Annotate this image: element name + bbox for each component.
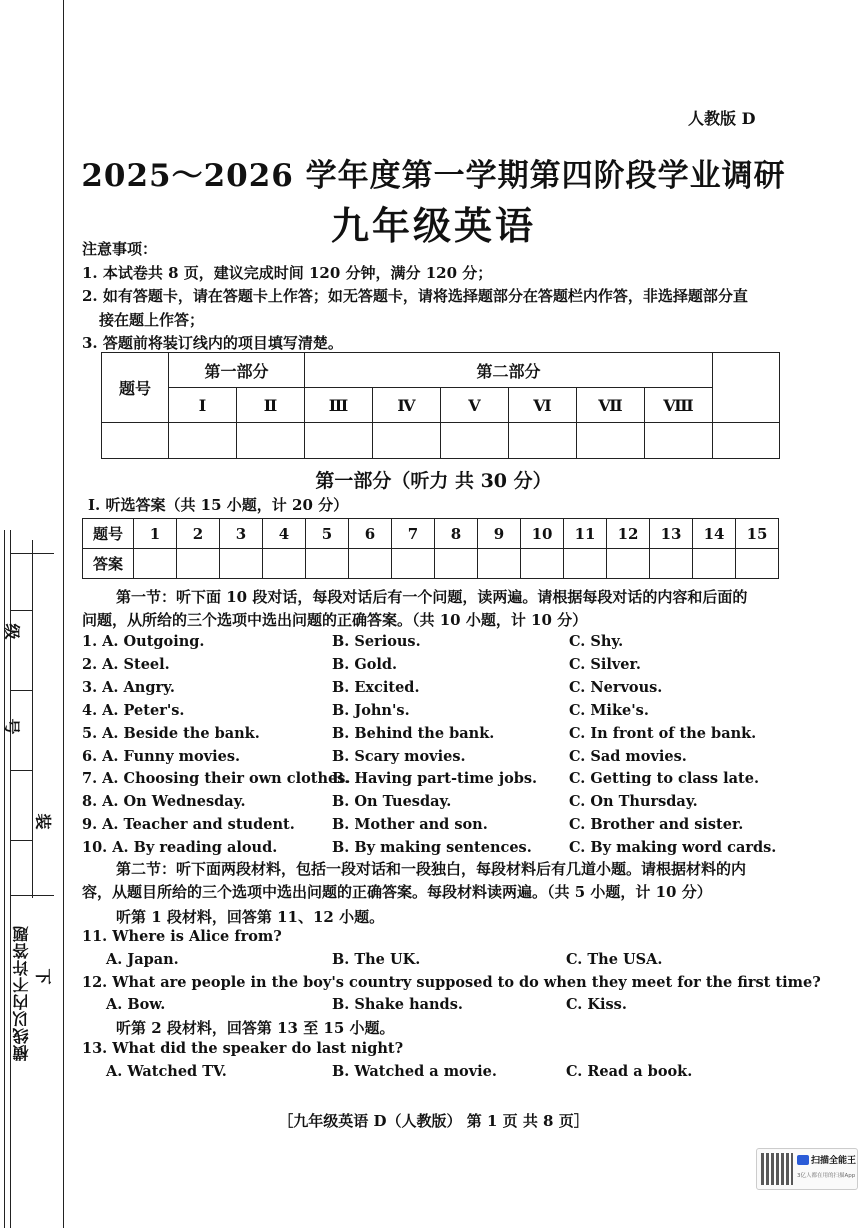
margin-tick [10,895,54,896]
intro-line: 容，从题目所给的三个选项中选出问题的正确答案。每段材料读两遍。（共 5 小题，计 10 分） [82,883,712,901]
answer-number: 3 [220,519,263,549]
score-col: Ⅵ [509,388,577,423]
notes-item: 1. 本试卷共 8 页，建议完成时间 120 分钟，满分 120 分； [82,263,493,282]
material-instruction: 听第 2 段材料，回答第 13 至 15 小题。 [116,1019,395,1037]
answer-number: 1 [134,519,177,549]
answer-cell[interactable] [220,549,263,579]
margin-tick [10,553,54,554]
option-a: 10. A. By reading aloud. [82,839,278,856]
answer-row-label: 题号 [83,519,134,549]
answer-number: 6 [349,519,392,549]
score-col: Ⅲ [305,388,373,423]
answer-number: 8 [435,519,478,549]
score-col: Ⅰ [169,388,237,423]
option-a: 4. A. Peter's. [82,702,185,719]
score-cell[interactable] [169,423,237,459]
answer-number: 14 [693,519,736,549]
option-c: C. Mike's. [569,702,649,719]
answer-cell[interactable] [177,549,220,579]
part1-title: 第一部分（听力 共 30 分） [315,470,552,492]
margin-tick [10,770,32,771]
option-c: C. Nervous. [569,679,663,696]
score-cell[interactable] [102,423,169,459]
answer-number: 2 [177,519,220,549]
score-total-cell [713,353,780,423]
option-c: C. In front of the bank. [569,725,757,742]
score-cell[interactable] [305,423,373,459]
score-cell[interactable] [713,423,780,459]
score-cell[interactable] [645,423,713,459]
margin-tick [10,610,32,611]
exam-title: 2025～2026 学年度第一学期第四阶段学业调研 [81,158,786,194]
scanner-logo-icon [797,1155,809,1165]
answer-row-label: 答案 [83,549,134,579]
material-instruction: 听第 1 段材料，回答第 11、12 小题。 [116,908,385,926]
option-b: B. By making sentences. [332,839,532,856]
answer-number: 5 [306,519,349,549]
margin-label: 级 [2,623,22,640]
margin-label: 装 [33,813,53,830]
score-col: Ⅷ [645,388,713,423]
option-a: 5. A. Beside the bank. [82,725,260,742]
score-cell[interactable] [373,423,441,459]
scanner-app-tagline: 3亿人都在用的扫描App [797,1173,856,1179]
scanner-watermark [756,1148,858,1190]
option-a: 8. A. On Wednesday. [82,793,246,810]
answer-cell[interactable] [306,549,349,579]
margin-label: 下 [33,968,53,985]
option-b: B. The UK. [332,951,421,968]
section-heading: Ⅰ. 听选答案（共 15 小题，计 20 分） [88,496,349,514]
option-c: C. The USA. [566,951,663,968]
answer-table [82,518,779,579]
section2-intro [82,858,746,904]
option-a: 7. A. Choosing their own clothes. [82,770,351,787]
answer-number: 12 [607,519,650,549]
answer-number: 15 [736,519,779,549]
subject-title: 九年级英语 [330,203,536,248]
option-b: B. Scary movies. [332,748,466,765]
score-table-part2: 第二部分 [305,353,713,388]
question-stem: 12. What are people in the boy's country supposed to do when they meet for the first time? [82,974,821,991]
qr-code-icon [761,1153,793,1185]
score-cell[interactable] [577,423,645,459]
answer-cell[interactable] [521,549,564,579]
option-b: B. Excited. [332,679,420,696]
option-b: B. John's. [332,702,410,719]
option-a: 6. A. Funny movies. [82,748,241,765]
option-c: C. Brother and sister. [569,816,744,833]
answer-cell[interactable] [650,549,693,579]
answer-number: 10 [521,519,564,549]
question-stem: 13. What did the speaker do last night? [82,1040,404,1057]
page-footer: ［九年级英语 D（人教版） 第 1 页 共 8 页］ [278,1112,589,1130]
option-c: C. Kiss. [566,996,627,1013]
option-a: A. Watched TV. [106,1063,227,1080]
answer-cell[interactable] [435,549,478,579]
answer-cell[interactable] [693,549,736,579]
option-c: C. Silver. [569,656,641,673]
option-b: B. Gold. [332,656,398,673]
score-col: Ⅶ [577,388,645,423]
option-a: 1. A. Outgoing. [82,633,205,650]
score-table [101,352,780,459]
answer-cell[interactable] [263,549,306,579]
score-cell[interactable] [237,423,305,459]
option-c: C. Read a book. [566,1063,693,1080]
answer-number: 7 [392,519,435,549]
option-b: B. Serious. [332,633,421,650]
margin-line [32,540,33,898]
margin-warning-text: 横线以内不许答题 [12,925,31,1061]
option-b: B. Behind the bank. [332,725,495,742]
edition-label: 人教版 D [688,109,756,128]
notes-item: 2. 如有答题卡，请在答题卡上作答；如无答题卡，请将选择题部分在答题栏内作答，非选择题部分直 [82,287,748,305]
answer-cell[interactable] [564,549,607,579]
option-b: B. Mother and son. [332,816,488,833]
option-b: B. Having part-time jobs. [332,770,538,787]
answer-cell[interactable] [349,549,392,579]
section1-intro [82,586,747,632]
answer-cell[interactable] [134,549,177,579]
answer-cell[interactable] [736,549,779,579]
answer-number: 11 [564,519,607,549]
option-b: B. Watched a movie. [332,1063,497,1080]
option-a: 2. A. Steel. [82,656,170,673]
answer-number: 9 [478,519,521,549]
scanner-app-name: 扫描全能王 [811,1156,857,1166]
score-cell[interactable] [441,423,509,459]
intro-line: 第一节：听下面 10 段对话，每段对话后有一个问题，读两遍。请根据每段对话的内容和后面的 [116,588,748,606]
option-c: C. By making word cards. [569,839,777,856]
margin-tick [10,840,32,841]
option-a: A. Bow. [106,996,166,1013]
option-c: C. Getting to class late. [569,770,760,787]
score-table-part1: 第一部分 [169,353,305,388]
intro-line: 问题，从所给的三个选项中选出问题的正确答案。（共 10 小题，计 10 分） [82,611,588,629]
notes-block [82,238,802,356]
score-table-label: 题号 [102,353,169,423]
score-col: Ⅱ [237,388,305,423]
answer-number: 4 [263,519,306,549]
option-a: 9. A. Teacher and student. [82,816,295,833]
option-b: B. On Tuesday. [332,793,452,810]
option-c: C. On Thursday. [569,793,698,810]
notes-item: 接在题上作答； [99,310,205,329]
answer-number: 13 [650,519,693,549]
score-col: Ⅳ [373,388,441,423]
margin-tick [10,690,32,691]
margin-label: 号 [2,718,22,735]
score-col: Ⅴ [441,388,509,423]
intro-line: 第二节：听下面两段材料，包括一段对话和一段独白，每段材料后有几道小题。请根据材料的内 [116,860,747,878]
option-c: C. Sad movies. [569,748,687,765]
option-a: 3. A. Angry. [82,679,175,696]
notes-item: 3. 答题前将装订线内的项目填写清楚。 [82,334,343,352]
option-b: B. Shake hands. [332,996,463,1013]
score-cell[interactable] [509,423,577,459]
answer-cell[interactable] [392,549,435,579]
answer-cell[interactable] [478,549,521,579]
question-stem: 11. Where is Alice from? [82,928,282,945]
option-a: A. Japan. [106,951,179,968]
option-c: C. Shy. [569,633,624,650]
notes-heading: 注意事项： [82,240,158,258]
answer-cell[interactable] [607,549,650,579]
